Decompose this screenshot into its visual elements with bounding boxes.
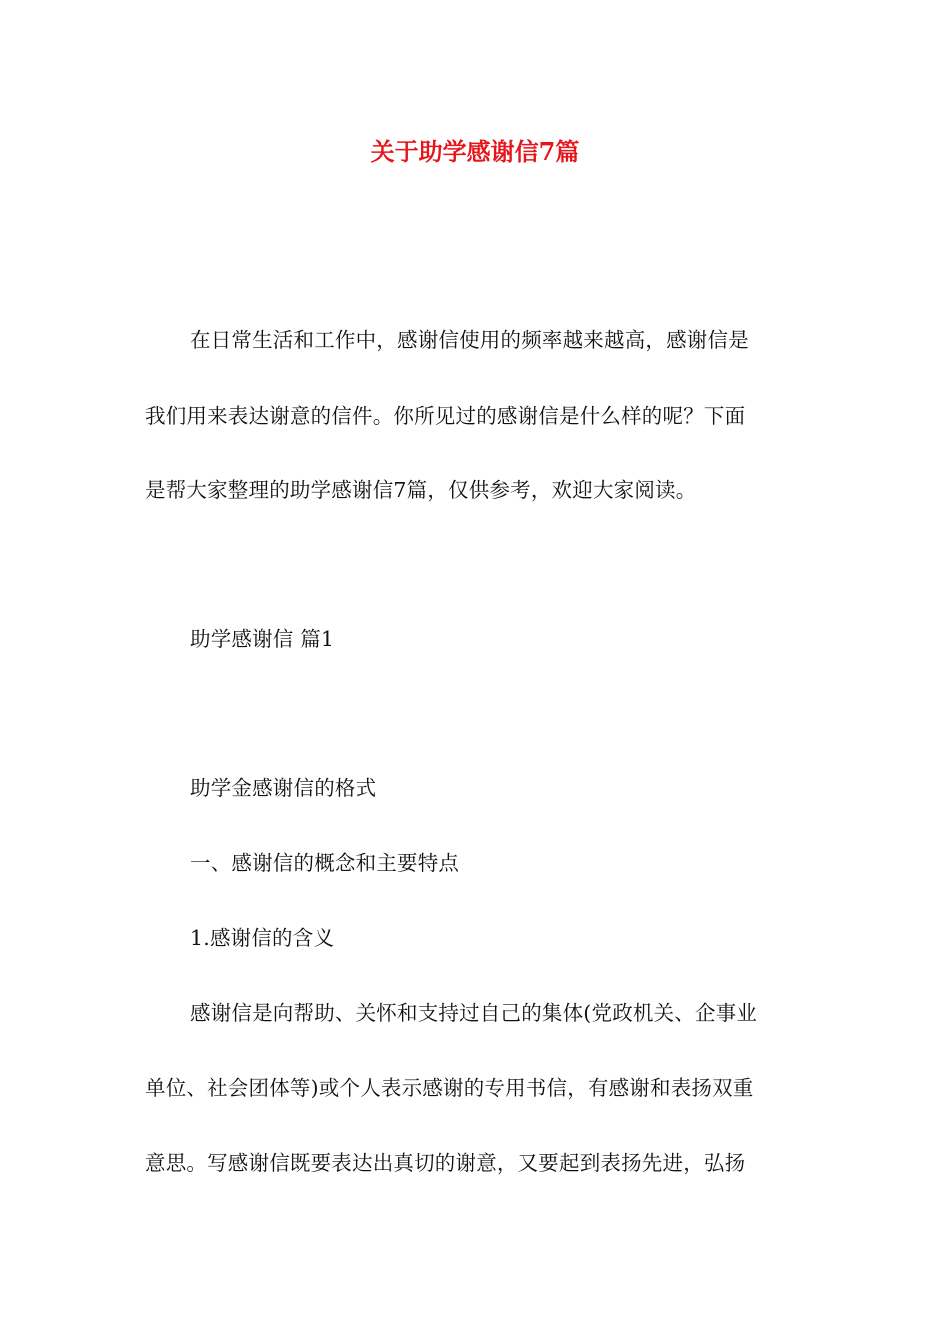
intro-line-2-text: 我们用来表达谢意的信件。你所见过的感谢信是什么样的呢？下面	[145, 404, 746, 428]
document-title: 关于助学感谢信7篇	[370, 137, 580, 166]
body-line-1-text: 感谢信是向帮助、关怀和支持过自己的集体(党政机关、企事业	[190, 1001, 758, 1025]
body-line-3-text: 意思。写感谢信既要表达出真切的谢意，又要起到表扬先进，弘扬	[145, 1151, 746, 1175]
intro-line-1-text: 在日常生活和工作中，感谢信使用的频率越来越高，感谢信是	[190, 328, 749, 352]
intro-line-3-text: 是帮大家整理的助学感谢信7篇，仅供参考，欢迎大家阅读。	[145, 478, 697, 502]
section-heading-text: 助学感谢信 篇1	[190, 627, 335, 651]
subheading-concept-text: 一、感谢信的概念和主要特点	[190, 851, 460, 875]
subheading-format-text: 助学金感谢信的格式	[190, 776, 377, 800]
subheading-meaning-text: 1.感谢信的含义	[190, 926, 335, 950]
body-line-2-text: 单位、社会团体等)或个人表示感谢的专用书信，有感谢和表扬双重	[145, 1076, 754, 1100]
